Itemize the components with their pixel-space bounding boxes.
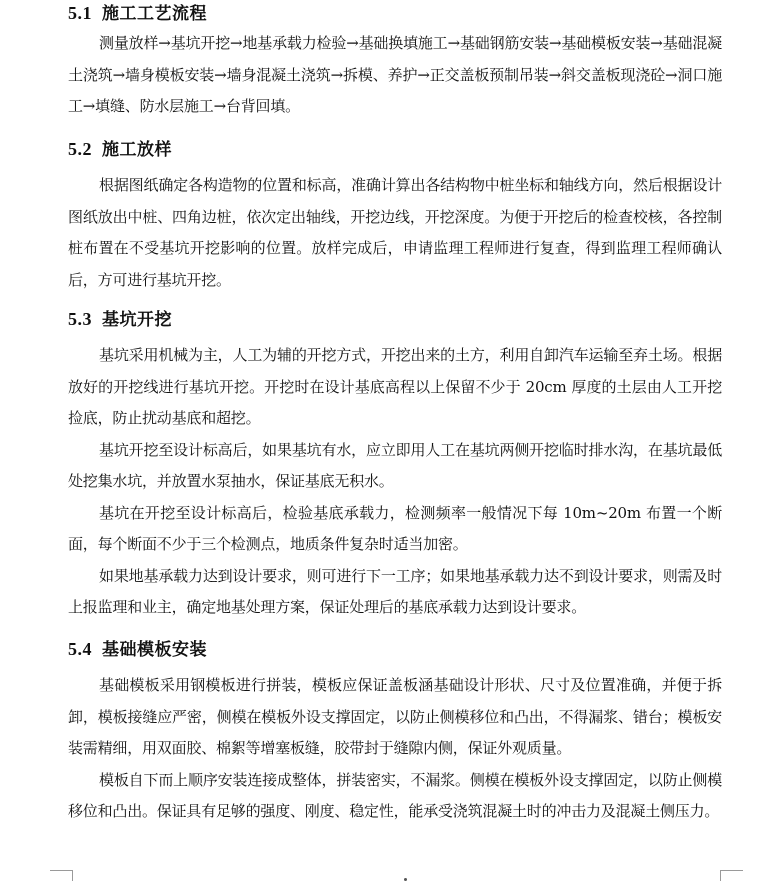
section-number: 5.3 xyxy=(68,309,92,329)
section-title: 基础模板安装 xyxy=(102,640,207,660)
paragraph: 模板自下而上顺序安装连接成整体，拼装密实，不漏浆。侧模在模板外设支撑固定，以防止侧模移位和凸出。保证具有足够的强度、刚度、稳定性，能承受浇筑混凝土时的冲击力及混凝土侧压力。 xyxy=(68,770,722,820)
paragraph: 如果地基承载力达到设计要求，则可进行下一工序；如果地基承载力达不到设计要求，则需及时上报监理和业主，确定地基处理方案，保证处理后的基底承载力达到设计要求。 xyxy=(68,566,722,616)
section-title: 施工放样 xyxy=(102,140,172,160)
section-title: 基坑开挖 xyxy=(102,310,172,330)
section-heading-5-1 xyxy=(68,2,207,25)
section-heading-5-4 xyxy=(68,638,207,661)
paragraph: 测量放样→基坑开挖→地基承载力检验→基础换填施工→基础钢筋安装→基础模板安装→基础混凝土浇筑→墙身模板安装→墙身混凝土浇筑→拆模、养护→正交盖板预制吊装→斜交盖板现浇砼→洞口施工→填缝、防水层施工→台背回填。 xyxy=(68,34,722,115)
section-heading-5-3 xyxy=(68,308,172,331)
paragraph: 基坑在开挖至设计标高后，检验基底承载力，检测频率一般情况下每 10m~20m 布置一个断面，每个断面不少于三个检测点，地质条件复杂时适当加密。 xyxy=(68,503,722,553)
paragraph: 根据图纸确定各构造物的位置和标高，准确计算出各结构物中桩坐标和轴线方向，然后根据设计图纸放出中桩、四角边桩，依次定出轴线，开挖边线，开挖深度。为便于开挖后的检查校核，各控制桩布置在不受基坑开挖影响的位置。放样完成后，申请监理工程师进行复查，得到监理工程师确认后，方可进行基坑开挖。 xyxy=(68,176,722,289)
section-heading-5-2 xyxy=(68,138,172,161)
paragraph: 基坑采用机械为主，人工为辅的开挖方式，开挖出来的土方，利用自卸汽车运输至弃土场。根据放好的开挖线进行基坑开挖。开挖时在设计基底高程以上保留不少于 20cm 厚度的土层由人工开挖捡底，防止扰动基底和超挖。 xyxy=(68,346,722,427)
page-corner-mark-right xyxy=(720,870,743,881)
section-body-5-1 xyxy=(68,28,722,123)
section-title: 施工工艺流程 xyxy=(102,4,207,24)
section-body-5-4 xyxy=(68,670,722,828)
section-number: 5.1 xyxy=(68,3,92,23)
paragraph: 基础模板采用钢模板进行拼装，模板应保证盖板涵基础设计形状、尺寸及位置准确，并便于拆卸，模板接缝应严密，侧模在模板外设支撑固定，以防止侧模移位和凸出，不得漏浆、错台；模板安装需精细，用双面胶、棉絮等增塞板缝，胶带封于缝隙内侧，保证外观质量。 xyxy=(68,676,722,757)
section-body-5-2 xyxy=(68,170,722,296)
section-body-5-3 xyxy=(68,340,722,624)
page-corner-mark-left xyxy=(50,870,73,881)
paragraph: 基坑开挖至设计标高后，如果基坑有水，应立即用人工在基坑两侧开挖临时排水沟，在基坑最低处挖集水坑，并放置水泵抽水，保证基底无积水。 xyxy=(68,440,722,490)
section-number: 5.2 xyxy=(68,139,92,159)
section-number: 5.4 xyxy=(68,639,92,659)
